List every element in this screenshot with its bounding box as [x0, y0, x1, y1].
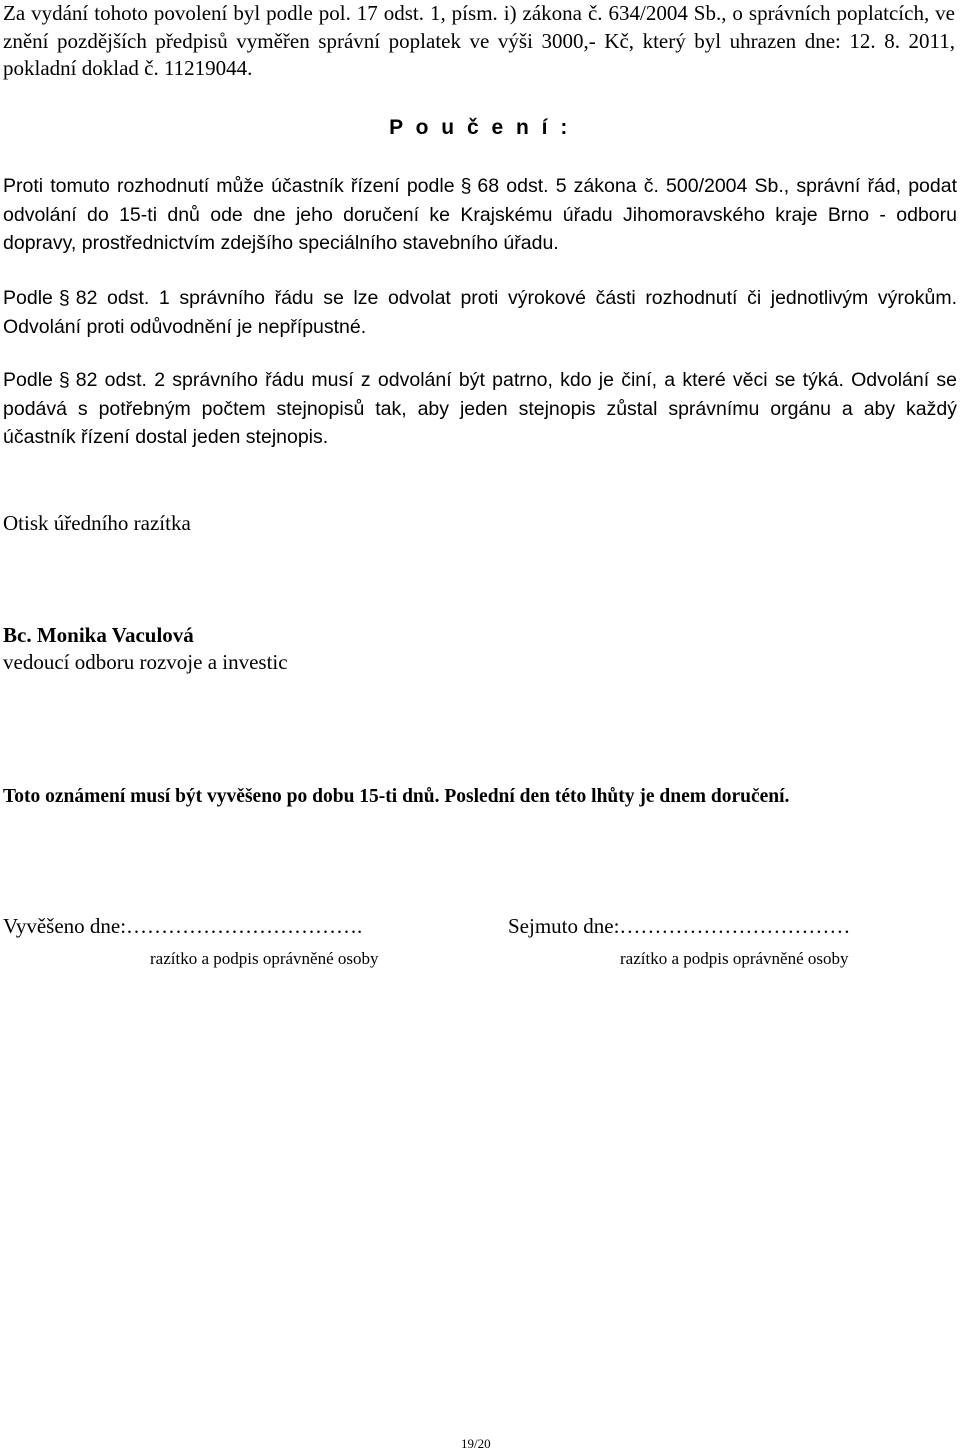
appeal-paragraph [3, 172, 957, 258]
section-82-1-intro: Podle [3, 287, 53, 309]
posted-date-field: Vyvěšeno dne:……………………………. [3, 914, 363, 938]
page-number: 19/20 [461, 1436, 491, 1451]
posting-notice: Toto oznámení musí být vyvěšeno po dobu 15-ti dnů. Poslední den této lhůty je dnem doručení. [3, 786, 790, 807]
signer-name: Bc. Monika Vaculová [3, 623, 194, 647]
section-symbol: § [460, 175, 472, 197]
section-symbol: § [58, 369, 70, 391]
section-symbol: § [58, 287, 70, 309]
fee-paragraph: Za vydání tohoto povolení byl podle pol. 17 odst. 1, písm. i) zákona č. 634/2004 Sb., o správních poplatcích, ve znění pozdějších předpisů vyměřen správní poplatek ve výši 3000,- Kč, který byl uhrazen dne: 12. 8. 2011, pokladní doklad č. 11219044. [3, 1, 955, 80]
section-82-2-paragraph [3, 366, 957, 452]
posted-signature-caption: razítko a podpis oprávněné osoby [150, 949, 379, 968]
section-82-1-paragraph [3, 284, 957, 341]
appeal-intro: Proti tomuto rozhodnutí může účastník řízení podle [3, 175, 455, 197]
instruction-heading: P o u č e n í : [389, 116, 571, 139]
signer-role: vedoucí odboru rozvoje a investic [3, 650, 288, 674]
removed-date-field: Sejmuto dne:…………………………… [508, 914, 851, 938]
removed-signature-caption: razítko a podpis oprávněné osoby [620, 949, 849, 968]
appeal-rest: 68 odst. 5 zákona č. 500/2004 Sb., správní řád, podat odvolání do 15-ti dnů ode dne jeho doručení ke Krajskému úřadu Jihomoravského kraje Brno - odboru dopravy, prostřednictvím zdejšího speciálního stavebního úřadu. [3, 175, 958, 254]
section-82-2-rest: 82 odst. 2 správního řádu musí z odvolání být patrno, kdo je činí, a které věci se týká. Odvolání se podává s potřebným počtem stejnopisů tak, aby jeden stejnopis zůstal správnímu orgánu a aby každý účastník řízení dostal jeden stejnopis. [3, 369, 957, 448]
section-82-1-rest: 82 odst. 1 správního řádu se lze odvolat proti výrokové části rozhodnutí či jednotlivým výrokům. Odvolání proti odůvodnění je nepřípustné. [3, 287, 957, 338]
section-82-2-intro: Podle [3, 369, 53, 391]
stamp-label: Otisk úředního razítka [3, 511, 191, 535]
